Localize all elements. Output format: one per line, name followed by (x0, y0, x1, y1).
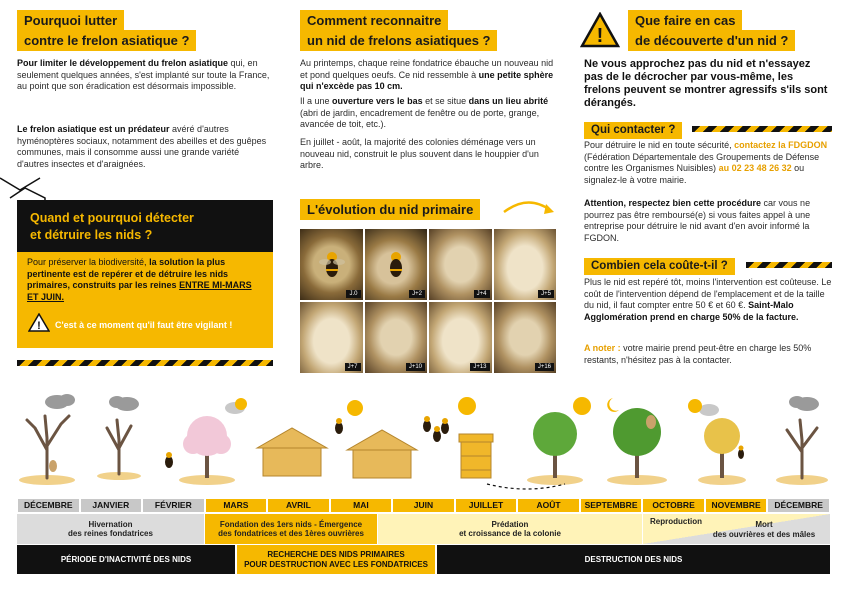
vigilance-warning-text: C'est à ce moment qu'il faut être vigilant ! (55, 320, 233, 330)
cost-paragraph: Plus le nid est repéré tôt, moins l'intervention est coûteuse. Le coût de l'intervention dépend de l'emplacement et de la taille du nid, il faut compter entre 50 € et 60 €. Saint-Malo Agglomération prend en charge 50% de la facture. (584, 277, 832, 322)
search-primary-nests-bar: RECHERCHE DES NIDS PRIMAIRES POUR DESTRUCTION AVEC LES FONDATRICES (237, 545, 435, 574)
hornet-icon (319, 249, 345, 279)
who-contact-paragraph: Pour détruire le nid en toute sécurité, contactez la FDGDON (Fédération Départementale des Groupements de Défense contre les Organismes Nuisibles) au 02 23 48 26 32 ou signalez-le à votre mairie. (584, 140, 828, 185)
curved-arrow-icon (500, 196, 556, 220)
nest-photo: J+16 (494, 302, 557, 373)
why-fight-title: Pourquoi lutter (17, 10, 124, 31)
nest-evolution-title: L'évolution du nid primaire (300, 199, 480, 220)
who-contact-title: Qui contacter ? (584, 122, 682, 139)
month-cell: AVRIL (267, 498, 330, 513)
month-cell: DÉCEMBRE (767, 498, 830, 513)
recognize-paragraph-2: Il a une ouverture vers le bas et se situe dans un lieu abrité (abri de jardin, encadrement de fenêtre ou de porte, grange, avancée de toit, etc.). (300, 96, 549, 130)
svg-text:!: ! (596, 25, 604, 47)
recognize-title: Comment reconnaitre (300, 10, 448, 31)
recognize-paragraph-3: En juillet - août, la majorité des colonies déménage vers un nouveau nid, construit le plus souvent dans le houppier d'un arbre. (300, 137, 539, 171)
attention-paragraph: Attention, respectez bien cette procédure car vous ne pourrez pas être remboursé(e) si vous faites appel à une entreprise pour détruire le nid avant d'en avoir informé la FGDON. (584, 198, 811, 243)
nest-photo: J+4 (429, 229, 492, 300)
nest-photo-grid (300, 229, 556, 373)
seasonal-illustration (17, 388, 830, 496)
hazard-stripe-contact (692, 126, 832, 132)
warning-icon (28, 313, 50, 332)
hornet-icon (383, 249, 409, 279)
month-cell: MAI (330, 498, 393, 513)
nest-photo: J+10 (365, 302, 428, 373)
month-cell: MARS (205, 498, 268, 513)
month-cell: JUIN (392, 498, 455, 513)
why-fight-paragraph-1: Pour limiter le développement du frelon asiatique qui, en seulement quelques années, s'est implanté sur toute la France, au point que son éradication est désormais impossible. (17, 58, 270, 92)
phase-predation: Prédation et croissance de la colonie (378, 514, 642, 544)
nest-photo: J.0 (300, 229, 363, 300)
when-detect-title: Quand et pourquoi détecter et détruire les nids ? (30, 211, 194, 242)
nest-destruction-bar: DESTRUCTION DES NIDS (437, 545, 830, 574)
why-fight-paragraph-2: Le frelon asiatique est un prédateur avéré d'autres hyménoptères sociaux, notamment des abeilles et des guêpes communes, mais il consomme aussi une grande variété d'autres insectes et d'araignées. (17, 124, 267, 169)
when-detect-paragraph: Pour préserver la biodiversité, la solution la plus pertinente est de repérer et de détruire les nids primaires, construits par les reines ENTRE MI-MARS ET JUIN. (27, 257, 252, 302)
month-cell: DÉCEMBRE (17, 498, 80, 513)
inactive-period-bar: PÉRIODE D'INACTIVITÉ DES NIDS (17, 545, 235, 574)
nest-photo: J+13 (429, 302, 492, 373)
month-cell: NOVEMBRE (705, 498, 768, 513)
phase-death-label: Mort des ouvrières et des mâles (712, 520, 816, 539)
month-cell: AOÛT (517, 498, 580, 513)
month-cell: JANVIER (80, 498, 143, 513)
do-not-approach-text: Ne vous approchez pas du nid et n'essayez pas de le décrocher par vous-même, les frelons peuvent se montrer agressifs s'ils sont dérangés. (584, 58, 828, 109)
month-cell: SEPTEMBRE (580, 498, 643, 513)
note-paragraph: A noter : votre mairie prend peut-être en charge les 50% restants, n'hésitez pas à la contacter. (584, 343, 812, 365)
nest-photo: J+5 (494, 229, 557, 300)
recognize-title-2: un nid de frelons asiatiques ? (300, 30, 497, 51)
cost-title: Combien cela coûte-t-il ? (584, 258, 735, 275)
nest-photo: J+7 (300, 302, 363, 373)
month-cell: JUILLET (455, 498, 518, 513)
hazard-stripe-cost (746, 262, 832, 268)
hazard-stripe-left (17, 360, 273, 366)
what-to-do-title-2: de découverte d'un nid ? (628, 30, 795, 51)
nest-photo: J+2 (365, 229, 428, 300)
svg-text:!: ! (37, 320, 41, 332)
phase-foundation: Fondation des 1ers nids - Émergence des fondatrices et des 1ères ouvrières (205, 514, 377, 544)
what-to-do-title: Que faire en cas (628, 10, 742, 31)
phase-reproduction-label: Reproduction (650, 517, 702, 526)
phase-hibernation: Hivernation des reines fondatrices (17, 514, 204, 544)
month-row (17, 498, 830, 513)
why-fight-title-2: contre le frelon asiatique ? (17, 30, 196, 51)
recognize-paragraph-1: Au printemps, chaque reine fondatrice ébauche un nouveau nid et pond quelques oeufs. Ce nid ressemble à une petite sphère qui n'excède pas 10 cm. (300, 58, 554, 92)
warning-triangle-icon (580, 12, 620, 48)
month-cell: FÉVRIER (142, 498, 205, 513)
month-cell: OCTOBRE (642, 498, 705, 513)
